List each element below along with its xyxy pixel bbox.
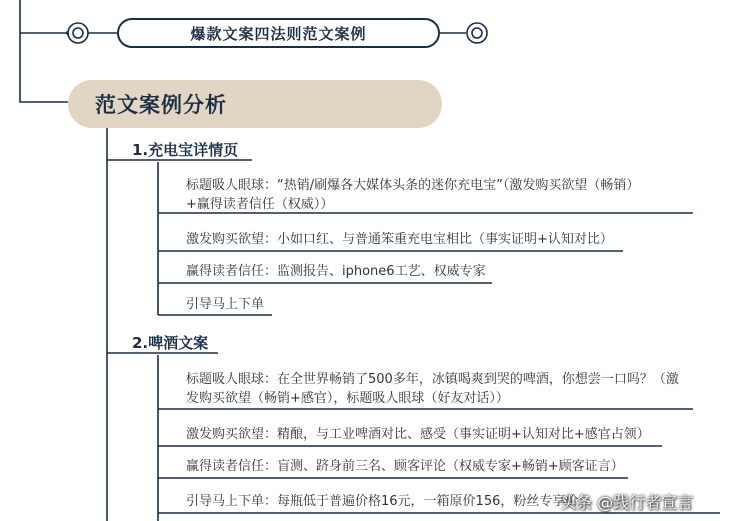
main-topic-node[interactable]: [68, 80, 442, 128]
ring-node-right: [467, 23, 487, 43]
list-item[interactable]: 赢得读者信任：盲测、跻身前三名、顾客评论（权威专家+畅销+顾客证言）: [186, 459, 624, 474]
section-title-1[interactable]: 1.充电宝详情页: [132, 141, 239, 159]
list-item[interactable]: 激发购买欲望：小如口红、与普通笨重充电宝相比（事实证明+认知对比）: [186, 232, 613, 247]
list-item[interactable]: [186, 176, 639, 214]
topic-node-top-label: 爆款文案四法则范文案例: [190, 24, 367, 43]
list-item[interactable]: [186, 370, 679, 408]
list-item[interactable]: 激发购买欲望：精酿，与工业啤酒对比、感受（事实证明+认知对比+感官占领）: [186, 427, 650, 442]
list-item[interactable]: 赢得读者信任：监测报告、iphone6工艺、权威专家: [186, 264, 486, 279]
main-topic-label: 范文案例分析: [95, 93, 227, 117]
topic-node-top[interactable]: [117, 18, 440, 48]
ring-node-left: [68, 23, 88, 43]
list-item[interactable]: 引导马上下单: [186, 297, 265, 312]
item-line: 发购买欲望（畅销+感官），标题吸人眼球（好友对话））: [186, 391, 509, 406]
list-item[interactable]: 引导马上下单：每瓶低于普遍价格16元，一箱原价156，粉丝专享价: [186, 494, 579, 509]
item-line: +赢得读者信任（权威））: [186, 197, 334, 212]
watermark: 头条 @践行者宣言: [560, 493, 694, 512]
item-line: 标题吸人眼球：在全世界畅销了500多年，冰镇喝爽到哭的啤酒，你想尝一口吗？（激: [186, 372, 679, 387]
item-line: 标题吸人眼球：“热销/刷爆各大媒体头条的迷你充电宝”（激发购买欲望（畅销）: [186, 178, 640, 193]
section-title-2[interactable]: 2.啤酒文案: [132, 334, 209, 352]
